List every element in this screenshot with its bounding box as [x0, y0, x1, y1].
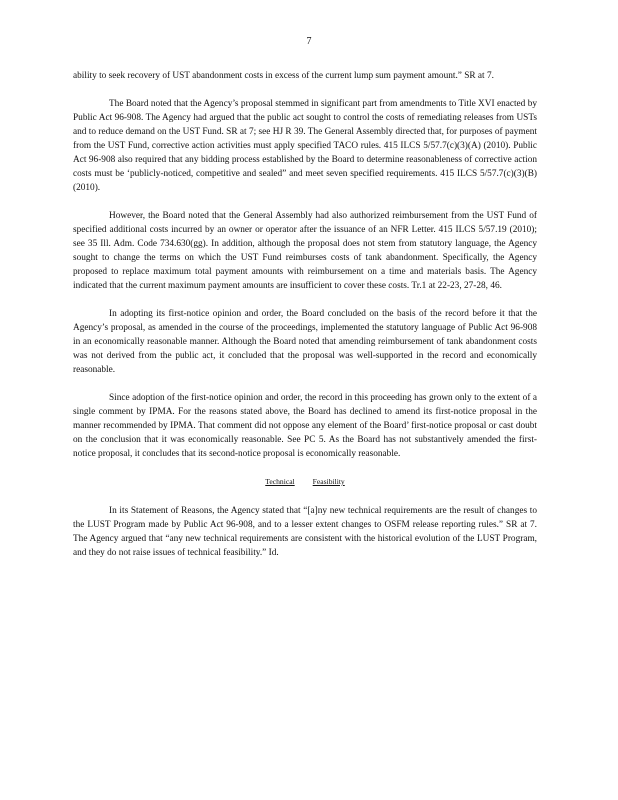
paragraph-technical-feasibility: In its Statement of Reasons, the Agency stated that “[a]ny new technical requirements are the result of changes to the LUST Program made by Public Act 96-908, and to a lesser extent changes to OSFM release reporting rules.” SR at 7. The Agency argued that “any new technical requirements are consistent with the historical evolution of the LUST Program, and they do not raise issues of technical feasibility.” Id. [73, 506, 537, 558]
section-heading-technical-feasibility [73, 475, 537, 489]
paragraph-continuation: ability to seek recovery of UST abandonment costs in excess of the current lump sum payment amount.” SR at 7. [73, 71, 494, 81]
paragraph-board-noted-proposal: The Board noted that the Agency’s proposal stemmed in significant part from amendments to Title XVI enacted by Public Act 96-908. The Agency had argued that the public act sought to control the costs of remediating releases from USTs and to reduce demand on the UST Fund. SR at 7; see HJ R 39. The General Assembly directed that, for purposes of payment from the UST Fund, corrective action activities must apply specified TACO rules. 415 ILCS 5/57.7(c)(3)(A) (2010). Public Act 96-908 also required that any bidding process established by the Board to determine reasonableness of corrective action costs must be ‘publicly-noticed, competitive and sealed” and meet seven specified requirements. 415 ILCS 5/57.7(c)(3)(B) (2010). [73, 99, 537, 193]
document-body [73, 69, 537, 574]
paragraph-first-notice-conclusion: In adopting its first-notice opinion and order, the Board concluded on the basis of the record before it that the Agency’s proposal, as amended in the course of the proceedings, implemented the statutory language of Public Act 96-908 in an economically reasonable manner. Although the Board noted that amending reimbursement of tank abandonment costs was not derived from the public act, it concluded that the proposal was well-supported in the record and economically reasonable. [73, 309, 537, 375]
page-number: 7 [306, 36, 312, 47]
heading-word-feasibility: Feasibility [312, 477, 345, 486]
heading-word-technical: Technical [265, 477, 295, 486]
paragraph-second-notice-conclusion: Since adoption of the first-notice opinion and order, the record in this proceeding has grown only to the extent of a single comment by IPMA. For the reasons stated above, the Board has declined to amend its first-notice proposal in the manner recommended by IPMA. That comment did not oppose any element of the Board’ first-notice proposal or cast doubt on the conclusion that it was economically reasonable. See PC 5. As the Board has not substantively amended the first-notice proposal, it concludes that its second-notice proposal is economically reasonable. [73, 393, 537, 459]
paragraph-reimbursement: However, the Board noted that the General Assembly had also authorized reimbursement from the UST Fund of specified additional costs incurred by an owner or operator after the issuance of an NFR Letter. 415 ILCS 5/57.19 (2010); see 35 Ill. Adm. Code 734.630(gg). In addition, although the proposal does not stem from statutory language, the Agency sought to change the terms on which the UST Fund reimburses costs of tank abandonment. Specifically, the Agency proposed to replace maximum total payment amounts with reimbursement on a time and materials basis. The Agency indicated that the current maximum payment amounts are insufficient to cover these costs. Tr.1 at 22-23, 27-28, 46. [73, 211, 537, 291]
